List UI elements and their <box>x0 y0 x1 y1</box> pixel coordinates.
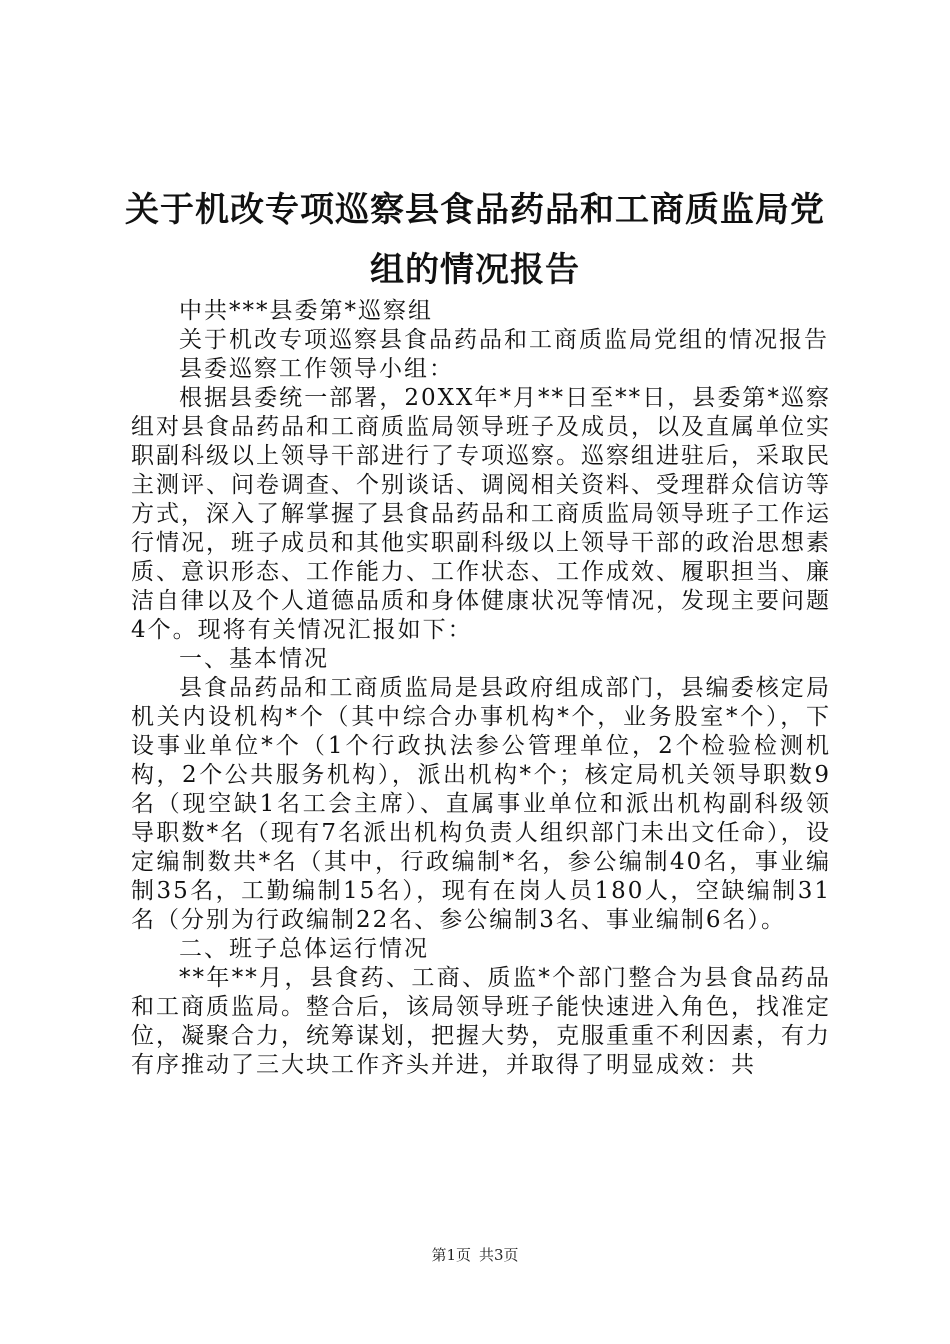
page-footer <box>0 1245 950 1265</box>
page-total: 共3页 <box>479 1246 519 1264</box>
issuer-line: 中共***县委第*巡察组 <box>179 298 433 324</box>
document-title: 关于机改专项巡察县食品药品和工商质监局党组的情况报告 <box>125 190 825 290</box>
page-number: 第1页 <box>431 1246 471 1264</box>
basic-info-paragraph: 县食品药品和工商质监局是县政府组成部门，县编委核定局机关内设机构*个（其中综合办事机构*个，业务股室*个），下设事业单位*个（1个行政执法参公管理单位，2个检验检测机构，2个公共服务机构），派出机构*个；核定局机关领导职数9名（现空缺1名工会主席）、直属事业单位和派出机构副科级领导职数*名（现有7名派出机构负责人组织部门未出文任命），设定编制数共*名（其中，行政编制*名，参公编制40名，事业编制35名，工勤编制15名），现有在岗人员180人，空缺编制31名（分别为行政编制22名、参公编制3名、事业编制6名）。 <box>131 675 831 933</box>
document-body <box>131 297 831 1080</box>
report-subject-line: 关于机改专项巡察县食品药品和工商质监局党组的情况报告 <box>179 327 829 353</box>
section-heading-basic: 一、基本情况 <box>179 646 329 672</box>
intro-paragraph: 根据县委统一部署，20XX年*月**日至**日，县委第*巡察组对县食品药品和工商质监局领导班子及成员，以及直属单位实职副科级以上领导干部进行了专项巡察。巡察组进驻后，采取民主测评、问卷调查、个别谈话、调阅相关资料、受理群众信访等方式，深入了解掌握了县食品药品和工商质监局领导班子工作运行情况，班子成员和其他实职副科级以上领导干部的政治思想素质、意识形态、工作能力、工作状态、工作成效、履职担当、廉洁自律以及个人道德品质和身体健康状况等情况，发现主要问题4个。现将有关情况汇报如下： <box>131 385 831 643</box>
operation-paragraph: **年**月，县食药、工商、质监*个部门整合为县食品药品和工商质监局。整合后，该局领导班子能快速进入角色，找准定位，凝聚合力，统筹谋划，把握大势，克服重重不利因素，有力有序推动了三大块工作齐头并进，并取得了明显成效：共 <box>131 965 831 1078</box>
section-heading-operation: 二、班子总体运行情况 <box>179 936 429 962</box>
salutation: 县委巡察工作领导小组： <box>179 356 454 382</box>
